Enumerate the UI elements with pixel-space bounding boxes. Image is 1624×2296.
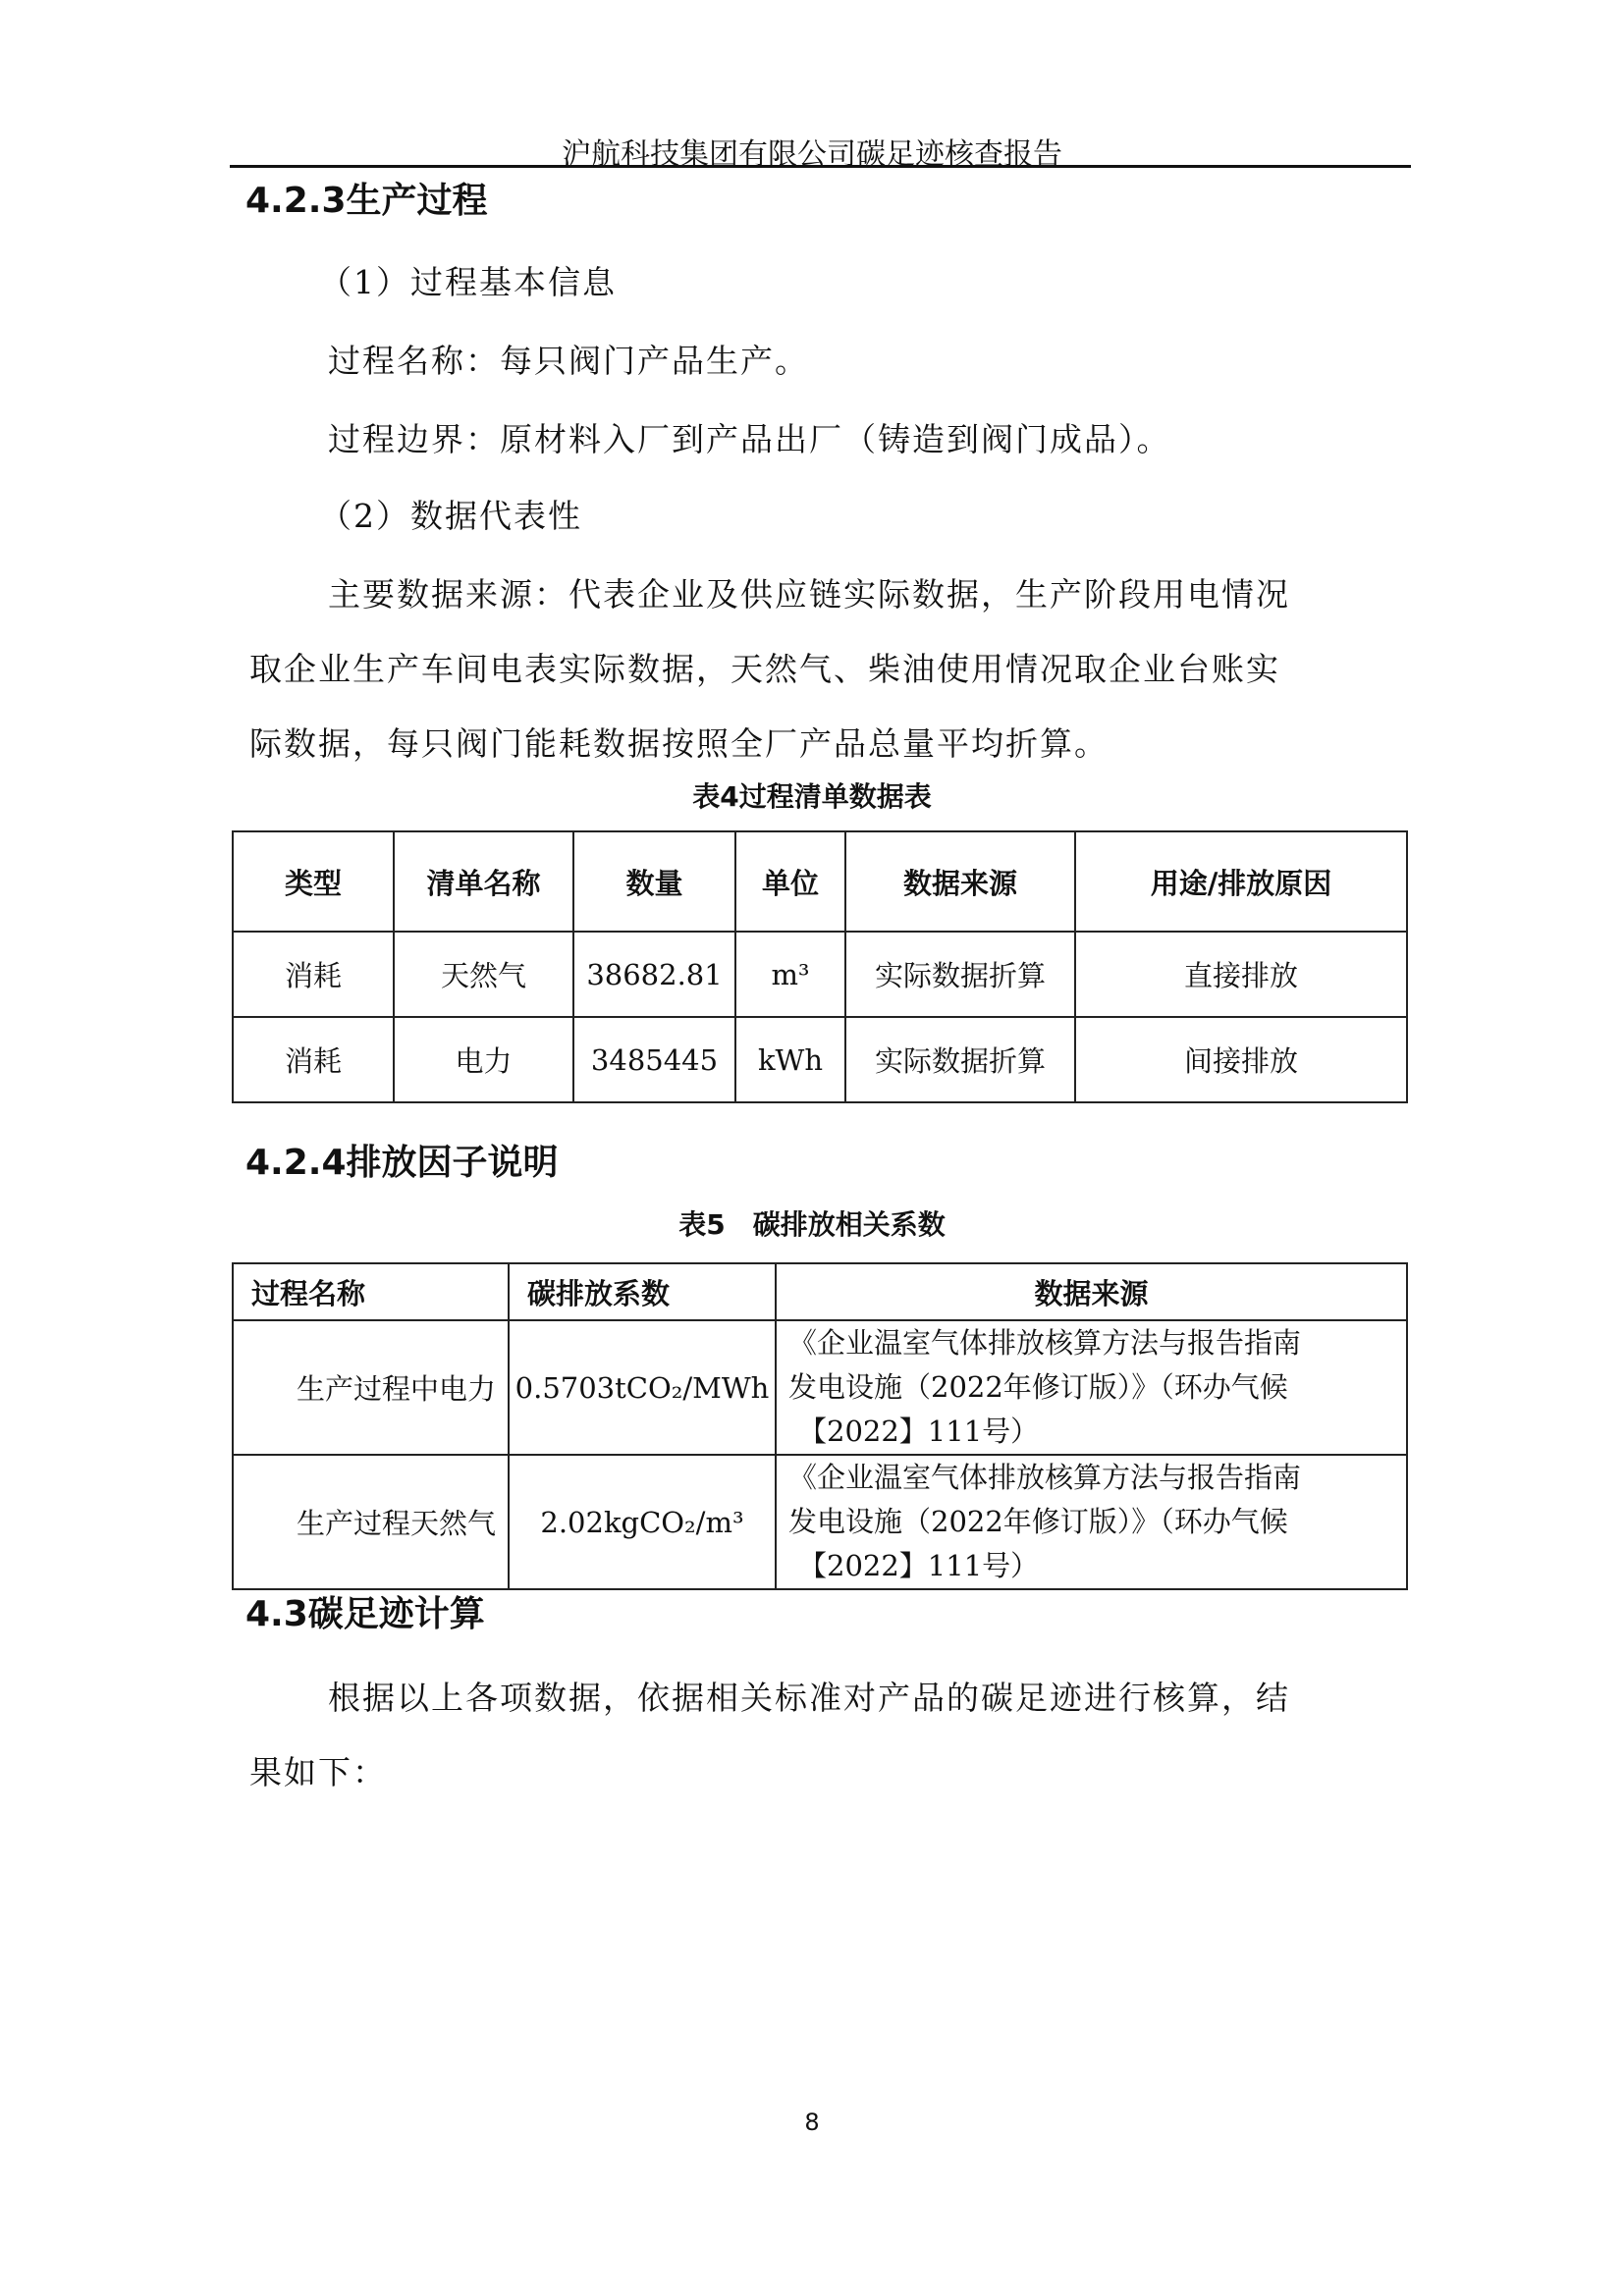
heading-4-2-3: 4.2.3生产过程 — [245, 181, 488, 221]
data-source-line-2: 取企业生产车间电表实际数据，天然气、柴油使用情况取企业台账实 — [249, 650, 1280, 688]
heading-4-3: 4.3碳足迹计算 — [245, 1594, 485, 1634]
factor-cell: 0.5703tCO₂/MWh — [509, 1320, 776, 1455]
source-line: 【2022】111号） — [798, 1415, 1040, 1448]
process-name-cell: 生产过程中电力 — [233, 1320, 509, 1455]
header-rule — [230, 165, 1411, 168]
header-cell: 用途/排放原因 — [1075, 831, 1407, 932]
header-cell: 类型 — [233, 831, 394, 932]
source-line: 《企业温室气体排放核算方法与报告指南 — [788, 1461, 1302, 1494]
table-row — [233, 1320, 1407, 1455]
header-cell: 单位 — [735, 831, 845, 932]
page-number: 8 — [804, 2109, 820, 2136]
table-cell: 天然气 — [394, 932, 573, 1017]
source-line: 《企业温室气体排放核算方法与报告指南 — [788, 1326, 1302, 1360]
table-cell: 实际数据折算 — [845, 932, 1075, 1017]
factor-cell: 2.02kgCO₂/m³ — [509, 1455, 776, 1589]
sub-heading-representativeness: （2）数据代表性 — [319, 497, 582, 535]
header-cell: 数量 — [573, 831, 735, 932]
table-header-row — [233, 1263, 1407, 1320]
process-name-line: 过程名称：每只阀门产品生产。 — [328, 342, 809, 380]
source-line: 【2022】111号） — [798, 1549, 1040, 1582]
report-header-title: 沪航科技集团有限公司碳足迹核查报告 — [562, 137, 1062, 172]
table-cell: 消耗 — [233, 932, 394, 1017]
table-row — [233, 1455, 1407, 1589]
header-cell: 碳排放系数 — [509, 1263, 776, 1320]
source-cell — [776, 1320, 1407, 1455]
table-cell: 实际数据折算 — [845, 1017, 1075, 1102]
table-cell: kWh — [735, 1017, 845, 1102]
table-cell: 消耗 — [233, 1017, 394, 1102]
table-row — [233, 1017, 1407, 1102]
heading-4-2-4: 4.2.4排放因子说明 — [245, 1143, 559, 1183]
header-cell: 数据来源 — [845, 831, 1075, 932]
data-source-line-1: 主要数据来源：代表企业及供应链实际数据，生产阶段用电情况 — [328, 575, 1290, 614]
table-cell: 间接排放 — [1075, 1017, 1407, 1102]
source-line: 发电设施（2022年修订版）》（环办气候 — [788, 1505, 1288, 1538]
table-cell: 38682.81 — [573, 932, 735, 1017]
calculation-line-2: 果如下： — [249, 1753, 387, 1791]
table-cell: 3485445 — [573, 1017, 735, 1102]
source-line: 发电设施（2022年修订版）》（环办气候 — [788, 1370, 1288, 1404]
calculation-line-1: 根据以上各项数据，依据相关标准对产品的碳足迹进行核算，结 — [328, 1679, 1290, 1717]
table-cell: m³ — [735, 932, 845, 1017]
table-4-caption: 表4过程清单数据表 — [692, 780, 932, 813]
header-cell: 清单名称 — [394, 831, 573, 932]
table-cell: 直接排放 — [1075, 932, 1407, 1017]
table-cell: 电力 — [394, 1017, 573, 1102]
table-5-caption: 表5 碳排放相关系数 — [678, 1208, 946, 1241]
emission-factor-table — [232, 1262, 1408, 1590]
process-inventory-table — [232, 830, 1408, 1103]
process-boundary-line: 过程边界：原材料入厂到产品出厂（铸造到阀门成品）。 — [328, 420, 1171, 458]
source-cell — [776, 1455, 1407, 1589]
process-name-cell: 生产过程天然气 — [233, 1455, 509, 1589]
header-cell: 过程名称 — [233, 1263, 509, 1320]
table-header-row — [233, 831, 1407, 932]
sub-heading-basic-info: （1）过程基本信息 — [319, 263, 617, 301]
data-source-line-3: 际数据，每只阀门能耗数据按照全厂产品总量平均折算。 — [249, 724, 1109, 763]
header-cell: 数据来源 — [776, 1263, 1407, 1320]
table-row — [233, 932, 1407, 1017]
